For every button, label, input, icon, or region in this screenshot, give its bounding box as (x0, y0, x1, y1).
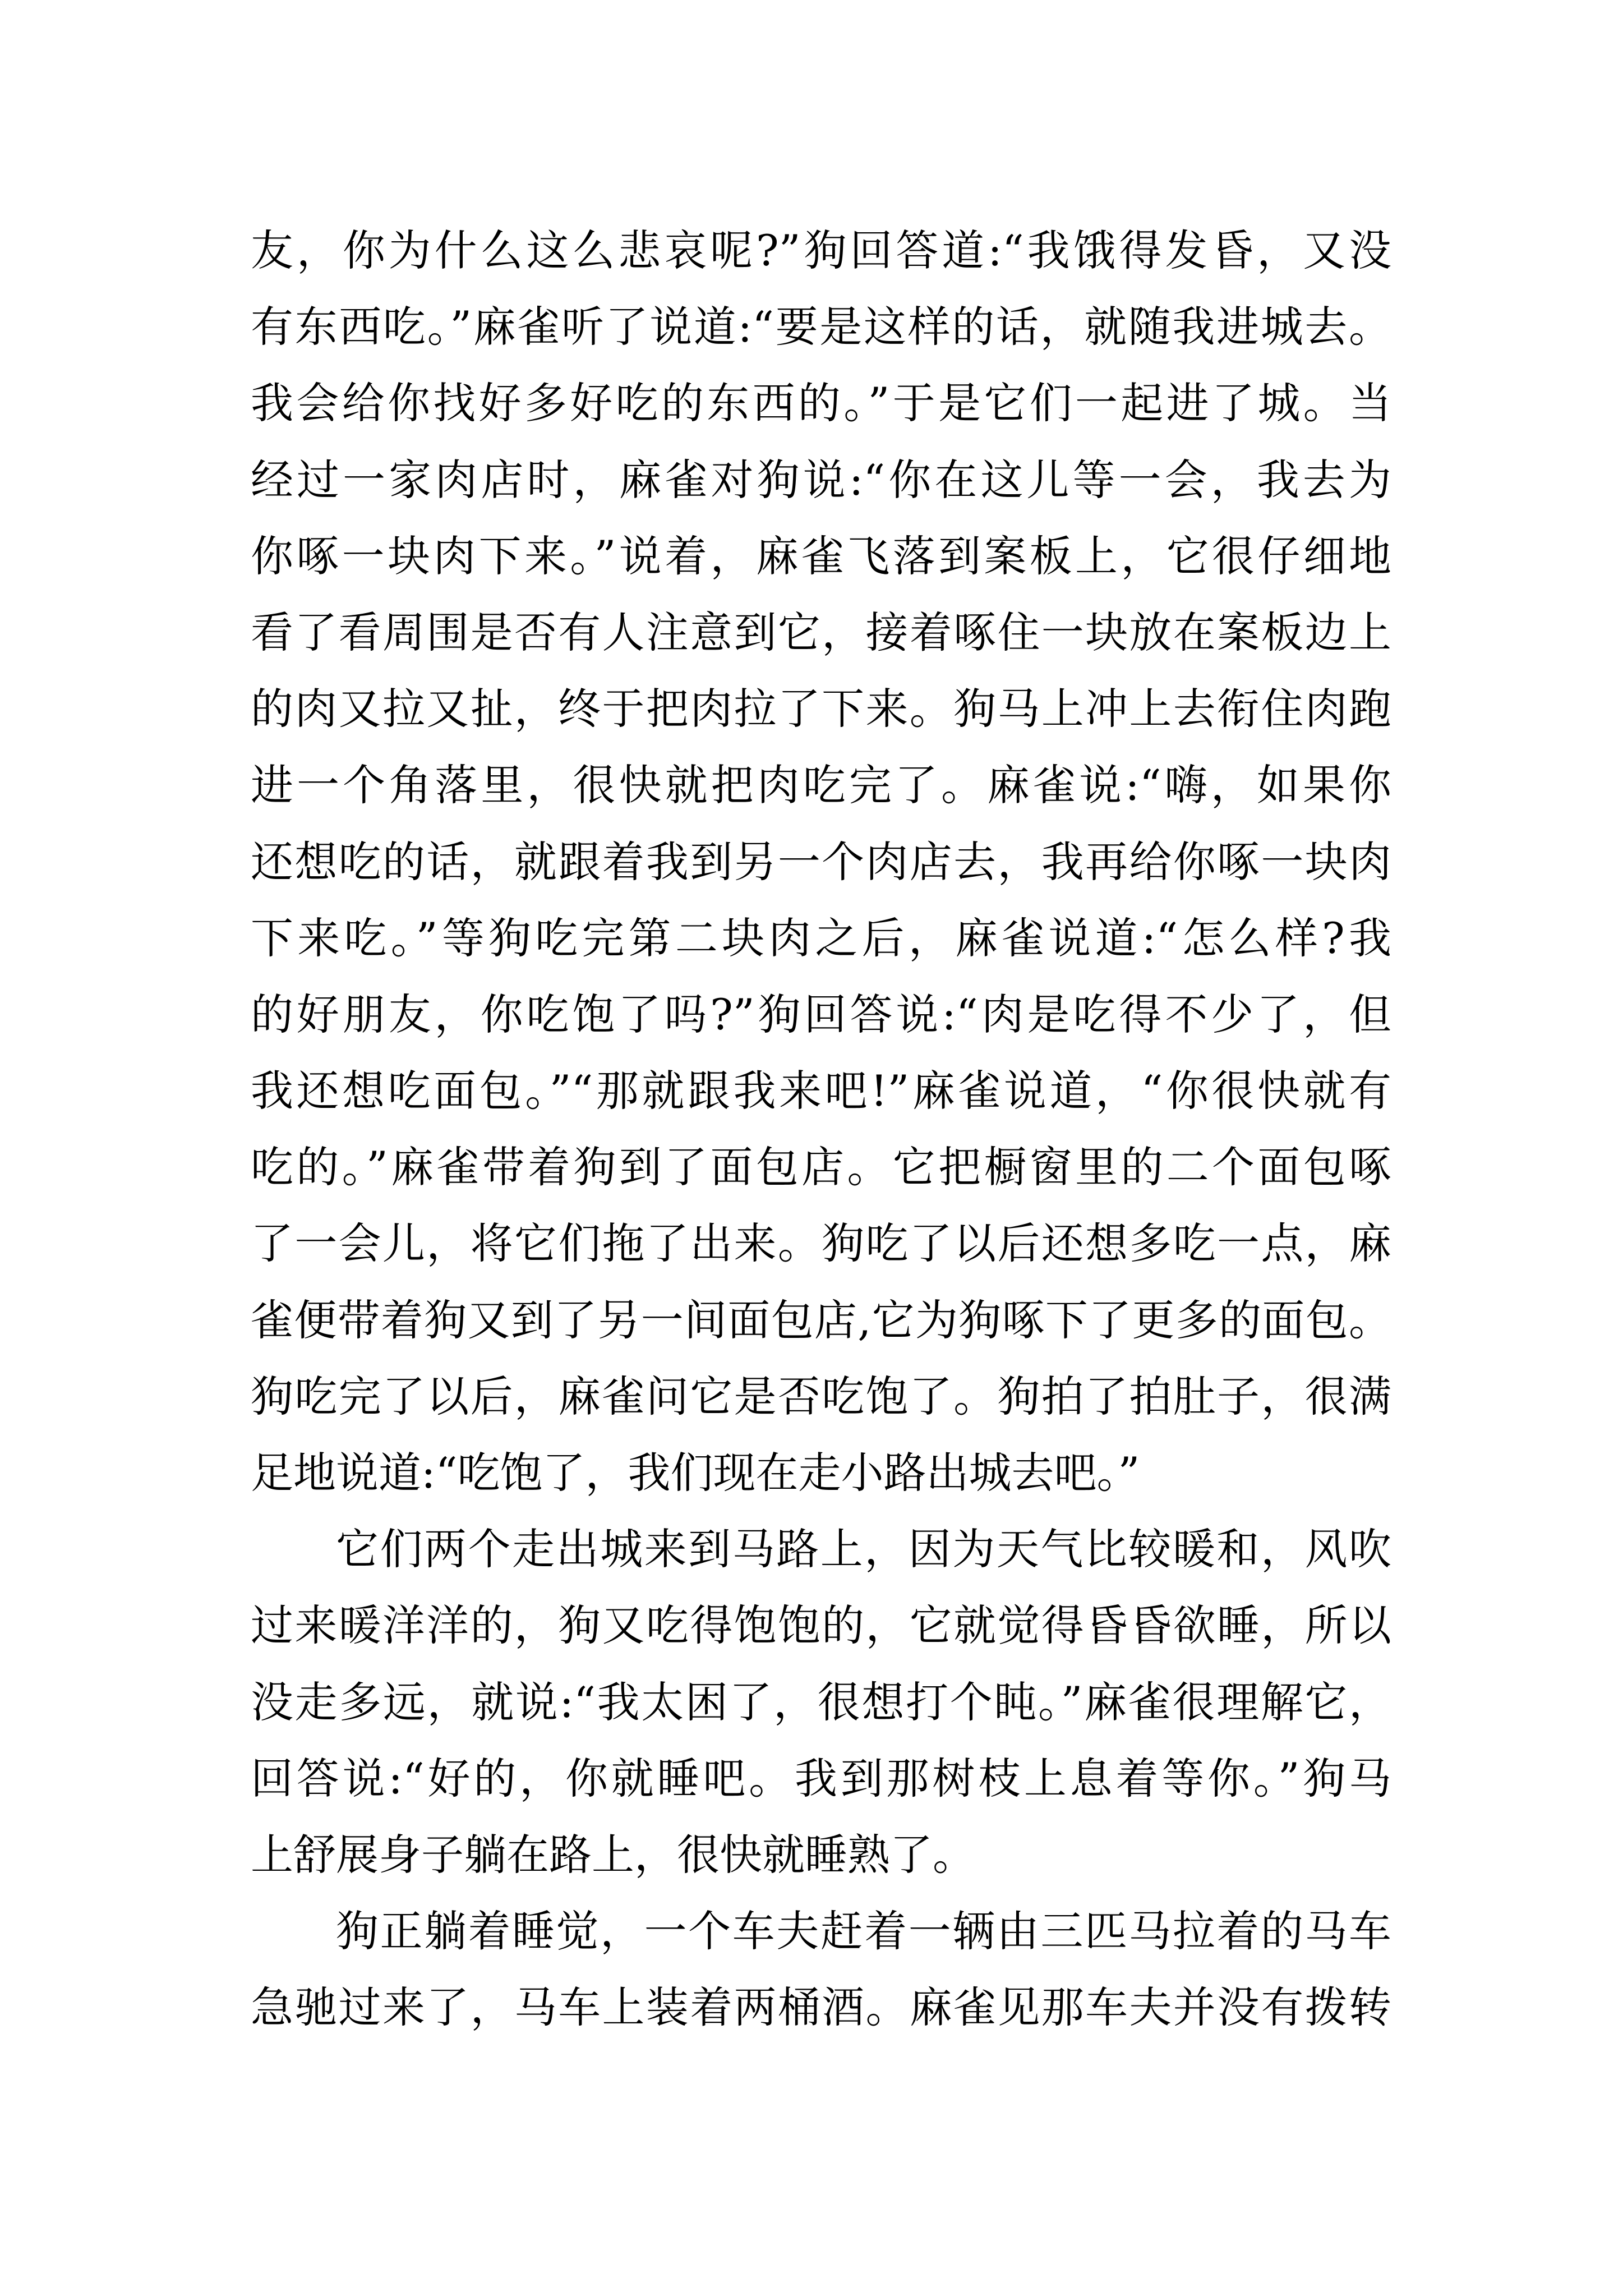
text-line: 还想吃的话，就跟着我到另一个肉店去，我再给你啄一块肉 (251, 836, 1391, 887)
text-line: 过来暖洋洋的，狗又吃得饱饱的，它就觉得昏昏欲睡，所以 (251, 1600, 1391, 1651)
text-line: 看了看周围是否有人注意到它，接着啄住一块放在案板边上 (251, 607, 1391, 657)
text-line: 狗正躺着睡觉，一个车夫赶着一辆由三匹马拉着的马车 (336, 1906, 1391, 1957)
text-line: 我还想吃面包。”“那就跟我来吧!”麻雀说道，“你很快就有 (251, 1066, 1391, 1116)
text-line: 了一会儿，将它们拖了出来。狗吃了以后还想多吃一点，麻 (251, 1218, 1391, 1269)
text-line: 没走多远，就说:“我太困了，很想打个盹。”麻雀很理解它， (251, 1677, 1391, 1727)
text-line: 有东西吃。”麻雀听了说道:“要是这样的话，就随我进城去。 (251, 302, 1391, 352)
text-line: 足地说道:“吃饱了，我们现在走小路出城去吧。” (251, 1448, 1140, 1498)
text-line: 它们两个走出城来到马路上，因为天气比较暖和，风吹 (336, 1524, 1391, 1575)
text-line: 吃的。”麻雀带着狗到了面包店。它把橱窗里的二个面包啄 (251, 1142, 1391, 1193)
text-line: 进一个角落里，很快就把肉吃完了。麻雀说:“嗨，如果你 (251, 760, 1391, 811)
text-line: 友，你为什么这么悲哀呢?”狗回答道:“我饿得发昏，又没 (251, 226, 1391, 275)
text-line: 上舒展身子躺在路上，很快就睡熟了。 (251, 1829, 975, 1880)
text-line: 回答说:“好的，你就睡吧。我到那树枝上息着等你。”狗马 (251, 1753, 1391, 1803)
paragraph (251, 1893, 1391, 2046)
text-line: 雀便带着狗又到了另一间面包店,它为狗啄下了更多的面包。 (251, 1295, 1391, 1345)
text-line: 狗吃完了以后，麻雀问它是否吃饱了。狗拍了拍肚子，很满 (251, 1371, 1391, 1421)
text-line: 经过一家肉店时，麻雀对狗说:“你在这儿等一会，我去为 (251, 454, 1391, 505)
text-line: 的好朋友，你吃饱了吗?”狗回答说:“肉是吃得不少了，但 (251, 989, 1391, 1039)
paragraph (251, 213, 1391, 1511)
text-line: 下来吃。”等狗吃完第二块肉之后，麻雀说道:“怎么样?我 (251, 913, 1391, 963)
text-line: 的肉又拉又扯，终于把肉拉了下来。狗马上冲上去衔住肉跑 (251, 684, 1391, 734)
paragraph (251, 1511, 1391, 1893)
body-text (251, 213, 1391, 2046)
text-line: 你啄一块肉下来。”说着，麻雀飞落到案板上，它很仔细地 (251, 531, 1391, 581)
text-line: 我会给你找好多好吃的东西的。”于是它们一起进了城。当 (251, 378, 1391, 429)
text-line: 急驰过来了，马车上装着两桶酒。麻雀见那车夫并没有拨转 (251, 1982, 1391, 2033)
